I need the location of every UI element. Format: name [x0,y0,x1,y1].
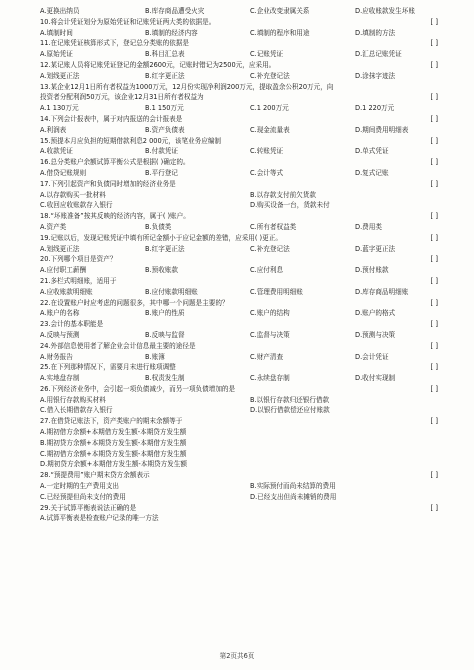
answer-option: A.一定时期的生产费用支出 [40,482,120,491]
answer-option: C.应付利息 [250,266,284,275]
question-text: 13.某企业12月1日所有者权益为1000万元，12月份实现净利润200万元，提取盈余公积20万元，向 [40,82,334,91]
question-line [40,82,460,93]
options-row [40,71,460,82]
answer-bracket: [ ] [430,417,438,426]
answer-option: A.应收账款明细账 [40,287,93,296]
answer-option: B.平行登记 [145,168,178,177]
question-text: 11.在记账凭证核算形式下，登记总分类账的依据是 [40,39,189,48]
answer-option: D.汇总记账凭证 [355,50,402,59]
answer-bracket: [ ] [430,212,438,221]
question-text: 25.在下列那种情况下，需要月末进行账项调整 [40,363,176,372]
options-row [40,168,460,179]
answer-bracket: [ ] [430,341,438,350]
question-text: 20.下列哪个项目是资产？ [40,255,117,264]
answer-option: C.借入长期借款存入银行 [40,406,113,415]
question-line [40,233,460,244]
answer-option: A.更换出纳员 [40,7,80,15]
question-line [40,362,460,373]
question-line [40,17,460,28]
question-text: 27.在借贷记账法下，资产类账户的期末余额等于 [40,417,183,426]
options-row [40,438,460,449]
answer-option: A.借贷记账规则 [40,168,87,177]
question-text: 22.在设置账户时应考虑的问题很多，其中哪一个问题是主要的？ [40,298,229,307]
question-text: 12.某记账人员将记账凭证登记的金额2600元，记账时错记为2500元，应采用。 [40,60,276,69]
answer-option: A.划线更正法 [40,244,80,253]
answer-option: B.反映与监督 [145,330,185,339]
options-row [40,449,460,460]
question-line [40,503,460,514]
options-row [40,459,460,470]
answer-bracket: [ ] [430,179,438,188]
answer-option: D.复式记账 [355,168,389,177]
answer-bracket: [ ] [430,158,438,167]
answer-bracket: [ ] [430,60,438,69]
answer-option: D.期间费用明细表 [355,125,409,134]
page-footer: 第2页共6页 [219,652,255,660]
answer-option: B.库存商品遭受火灾 [145,7,205,15]
answer-option: A.利润表 [40,125,67,134]
answer-bracket: [ ] [430,363,438,372]
options-row [40,352,460,363]
options-row [40,481,460,492]
answer-option: B.1 150万元 [145,104,184,113]
options-row [40,244,460,255]
answer-option: C.现金流量表 [250,125,290,134]
answer-option: D.费用类 [355,222,382,231]
answer-option: C.补充登记法 [250,244,290,253]
answer-option: C.企业改变隶属关系 [250,7,310,15]
answer-option: D.账户的格式 [355,309,396,318]
answer-bracket: [ ] [430,255,438,264]
options-row [40,395,460,406]
answer-option: B.科目汇总表 [145,50,185,59]
answer-bracket: [ ] [430,136,438,145]
options-row [40,103,460,114]
question-text: 28.“预提费用”账户期末贷方余额表示 [40,471,150,480]
question-text: 16.总分类账户余额试算平衡公式是根据( )确定的。 [40,158,190,167]
question-list [40,6,460,524]
options-row [40,427,460,438]
answer-option: D.涂抹字迹法 [355,71,396,80]
question-text: 29.关于试算平衡表说法正确的是 [40,503,137,512]
answer-option: D.填制的方法 [355,28,396,37]
answer-option: B.期初贷方余额+本期贷方发生额-本期借方发生额 [40,438,187,447]
question-line [40,157,460,168]
answer-option: C.监督与决策 [250,330,290,339]
answer-option: A.实地盘存制 [40,374,80,383]
question-line [40,254,460,265]
options-row [40,146,460,157]
answer-option: B.以银行存款归还银行借款 [250,395,330,404]
answer-option: B.负债类 [145,222,172,231]
answer-bracket: [ ] [430,320,438,329]
question-line [40,298,460,309]
options-row [40,373,460,384]
answer-option: C.收回应收账款存入银行 [40,201,113,210]
question-line [40,276,460,287]
options-row [40,405,460,416]
answer-bracket: [ ] [430,471,438,480]
answer-option: A.以存款购买一批材料 [40,190,106,199]
answer-option: A.1 130万元 [40,104,79,113]
answer-option: A.试算平衡表是检查账户记录的唯一方法 [40,514,159,523]
options-row [40,265,460,276]
answer-option: B.权责发生制 [145,374,185,383]
question-line [40,60,460,71]
answer-option: B.资产负债表 [145,125,185,134]
question-line [40,341,460,352]
question-text: 投资者分配利润50万元，该企业12月31日所有者权益为 [40,93,204,102]
question-line [40,384,460,395]
answer-option: C.已经预提但尚未支付的费用 [40,492,126,501]
options-row [40,200,460,211]
answer-bracket: [ ] [430,114,438,123]
answer-option: C.财产清查 [250,352,284,361]
answer-option: C.填制的程序和用途 [250,28,310,37]
answer-option: B.红字更正法 [145,244,185,253]
options-row [40,222,460,233]
question-text: 23.会计的基本职能是 [40,320,104,329]
options-row [40,492,460,503]
answer-option: B.账簿 [145,352,165,361]
answer-option: C.补充登记法 [250,71,290,80]
answer-option: A.收款凭证 [40,147,73,156]
answer-option: D.购买设备一台，货款未付 [250,201,330,210]
question-line [40,179,460,190]
question-text: 17.下列引起资产和负债同时增加的经济业务是 [40,179,176,188]
answer-option: C.账户的结构 [250,309,290,318]
options-row [40,513,460,524]
answer-option: B.应付账款明细账 [145,287,198,296]
answer-option: C.管理费用明细账 [250,287,303,296]
answer-option: A.反映与预测 [40,330,80,339]
answer-bracket: [ ] [430,276,438,285]
options-row [40,28,460,39]
answer-option: C.转账凭证 [250,147,284,156]
answer-option: B.以存款支付前欠货款 [250,190,316,199]
answer-option: B.预收账款 [145,266,178,275]
answer-option: A.账户的名称 [40,309,80,318]
options-row [40,308,460,319]
options-row [40,125,460,136]
question-line [40,92,460,103]
question-line [40,114,460,125]
answer-bracket: [ ] [430,17,438,26]
answer-option: A.期初借方余额+本期借方发生额-本期贷方发生额 [40,428,187,437]
question-line [40,136,460,147]
question-line [40,319,460,330]
answer-option: A.财务报告 [40,352,73,361]
options-row [40,190,460,201]
answer-option: D.期初贷方余额+本期借方发生额-本期贷方发生额 [40,460,187,469]
answer-bracket: [ ] [430,384,438,393]
answer-option: D.收付实现制 [355,374,396,383]
answer-option: A.划线更正法 [40,71,80,80]
question-text: 26.下列经济业务中，会引起一项负债减少，而另一项负债增加的是 [40,384,236,393]
answer-option: C.会计等式 [250,168,284,177]
options-row [40,6,460,17]
answer-option: B.账户的性质 [145,309,185,318]
question-line [40,38,460,49]
question-line [40,211,460,222]
answer-option: A.原始凭证 [40,50,73,59]
answer-option: D.会计凭证 [355,352,389,361]
answer-option: C.永续盘存制 [250,374,290,383]
answer-bracket: [ ] [430,39,438,48]
question-line [40,416,460,427]
question-text: 14.下列会计报表中，属于对内报送的会计报表是 [40,114,183,123]
question-line [40,470,460,481]
answer-option: A.用银行存款购买材料 [40,395,106,404]
question-text: 24.外部信息使用者了解企业会计信息最主要的途径是 [40,341,196,350]
options-row [40,330,460,341]
answer-option: D.已经支出但尚未摊销的费用 [250,492,337,501]
answer-option: D.单式凭证 [355,147,389,156]
answer-option: D.蓝字更正法 [355,244,396,253]
options-row [40,287,460,298]
answer-option: A.资产类 [40,222,67,231]
answer-option: D.预测与决策 [355,330,396,339]
options-row [40,49,460,60]
question-text: 18.“坏账准备”按其反映的经济内容，属于( )账户。 [40,212,190,221]
answer-option: D.应收账款发生坏账 [355,7,415,15]
question-text: 10.将会计凭证划分为原始凭证和记账凭证两大类的依据是。 [40,17,216,26]
answer-option: C.1 200万元 [250,104,289,113]
answer-option: D.1 220万元 [355,104,395,113]
answer-option: C.期初借方余额+本期贷方发生额-本期借方发生额 [40,449,187,458]
answer-option: C.记账凭证 [250,50,284,59]
answer-option: D.预付账款 [355,266,389,275]
answer-option: B.实际预付而尚未结算的费用 [250,482,336,491]
answer-option: C.所有者权益类 [250,222,297,231]
answer-bracket: [ ] [430,503,438,512]
answer-option: A.填制时间 [40,28,73,37]
question-text: 21.多栏式明细账，适用于 [40,276,117,285]
answer-bracket: [ ] [430,298,438,307]
answer-option: B.填制的经济内容 [145,28,198,37]
answer-option: B.红字更正法 [145,71,185,80]
answer-option: D.以银行借款偿还应付账款 [250,406,330,415]
answer-option: D.库存商品明细账 [355,287,409,296]
question-text: 19.记账以后，发现记账凭证中填有所记金额小于应记金额的差错，应采用( )更正。 [40,233,282,242]
question-text: 15.预提本月应负担的短期借款利息2 000元，该笔业务应编制 [40,136,222,145]
answer-bracket: [ ] [430,93,438,102]
answer-option: A.应付职工薪酬 [40,266,87,275]
answer-bracket: [ ] [430,233,438,242]
answer-option: B.付款凭证 [145,147,178,156]
